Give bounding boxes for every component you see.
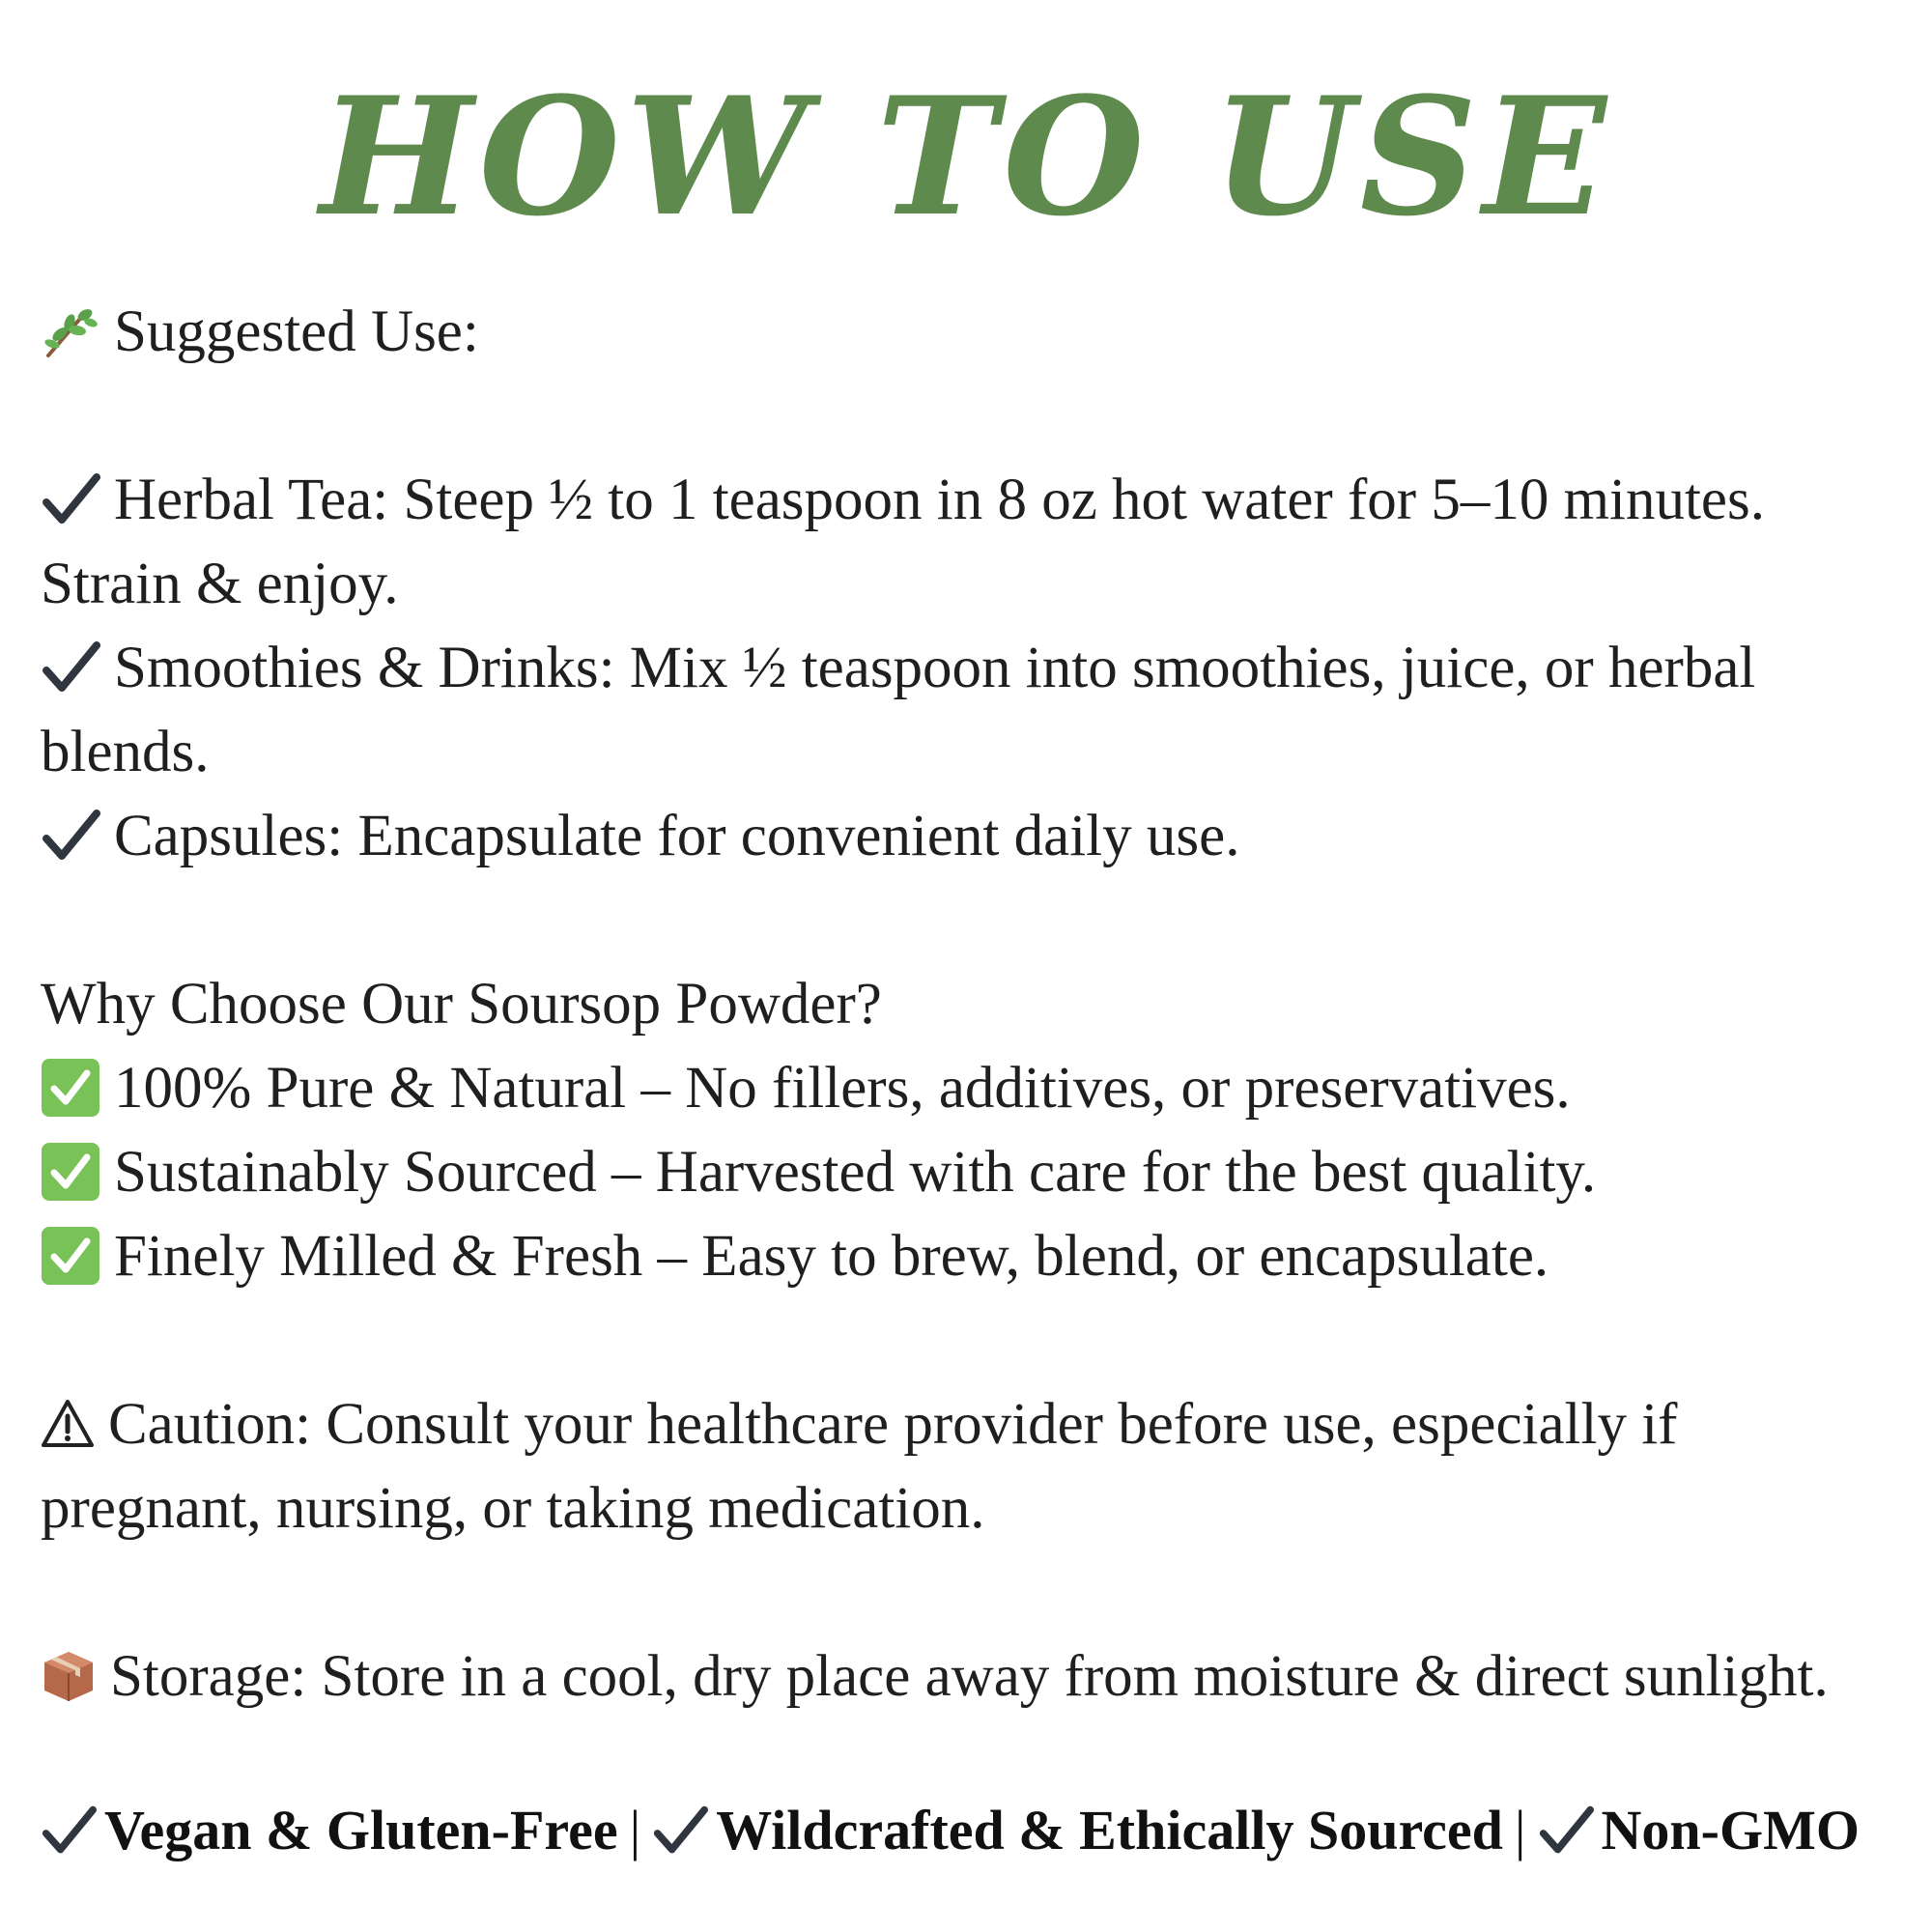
badge-vegan: Vegan & Gluten-Free [104, 1799, 618, 1861]
checkmark-icon [41, 469, 100, 529]
checkmark-icon [41, 806, 100, 866]
checkmark-icon [1538, 1803, 1594, 1859]
benefit-item: Sustainably Sourced – Harvested with care for the best quality. [41, 1130, 1905, 1214]
green-check-box-icon [41, 1058, 100, 1118]
caution-text: Caution: Consult your healthcare provider before use, especially if [41, 1382, 1905, 1466]
package-icon [41, 1648, 97, 1704]
suggested-use-label: Suggested Use: [114, 299, 479, 364]
benefit-item: 100% Pure & Natural – No fillers, additives, or preservatives. [41, 1046, 1905, 1130]
why-choose-heading: Why Choose Our Soursop Powder? [41, 972, 882, 1037]
list-item-capsules: Capsules: Encapsulate for convenient daily use. [41, 794, 1905, 878]
list-item-herbal-tea: Herbal Tea: Steep ½ to 1 teaspoon in 8 oz hot water for 5–10 minutes. [41, 458, 1905, 542]
benefit-item: Finely Milled & Fresh – Easy to brew, blend, or encapsulate. [41, 1214, 1905, 1298]
separator: | [629, 1799, 641, 1861]
green-check-box-icon [41, 1226, 100, 1286]
storage-text: Storage: Store in a cool, dry place away from moisture & direct sunlight. [41, 1634, 1905, 1719]
list-item-herbal-tea-cont: Strain & enjoy. [41, 552, 399, 616]
separator: | [1514, 1799, 1526, 1861]
badge-wildcrafted: Wildcrafted & Ethically Sourced [716, 1799, 1503, 1861]
herb-icon [41, 301, 100, 361]
caution-text-cont: pregnant, nursing, or taking medication. [41, 1476, 985, 1541]
list-item-smoothies-cont: blends. [41, 720, 210, 784]
checkmark-icon [652, 1803, 708, 1859]
green-check-box-icon [41, 1142, 100, 1202]
warning-icon [41, 1397, 95, 1451]
badge-non-gmo: Non-GMO [1601, 1799, 1860, 1861]
footer-badges [41, 1792, 1915, 1869]
suggested-use-heading [41, 290, 1905, 374]
main-content [41, 290, 1905, 1719]
checkmark-icon [41, 1803, 97, 1859]
page-title: HOW TO USE [320, 61, 1612, 252]
list-item-smoothies: Smoothies & Drinks: Mix ½ teaspoon into smoothies, juice, or herbal [41, 626, 1905, 710]
checkmark-icon [41, 638, 100, 697]
